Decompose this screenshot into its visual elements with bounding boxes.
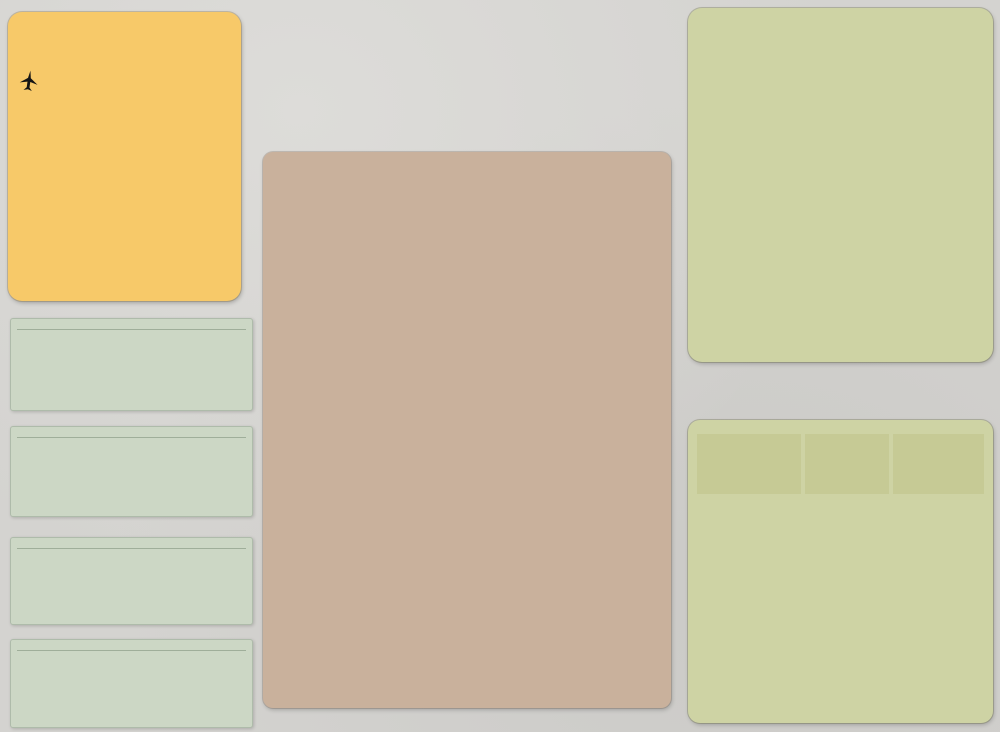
terrain-effects-panel	[263, 152, 671, 708]
panzergrenadier-brigade-panel	[10, 318, 253, 411]
divider	[17, 437, 246, 438]
losses-column-header	[893, 434, 984, 494]
retreat-column-header	[805, 434, 889, 494]
divider	[17, 329, 246, 330]
outcome-column-header	[697, 434, 801, 494]
divider	[17, 650, 246, 651]
allied-interdiction-panel	[10, 426, 253, 517]
terrain-table-header	[269, 166, 665, 220]
combat-results-header	[697, 434, 984, 494]
sequence-of-play-panel	[8, 12, 241, 301]
battle-sequence-panel	[688, 8, 993, 362]
divider	[17, 548, 246, 549]
airplane-icon	[17, 69, 41, 93]
bridge-demolition-panel	[10, 537, 253, 625]
combat-results-panel	[688, 420, 993, 723]
fuel-dump-panel	[10, 639, 253, 728]
